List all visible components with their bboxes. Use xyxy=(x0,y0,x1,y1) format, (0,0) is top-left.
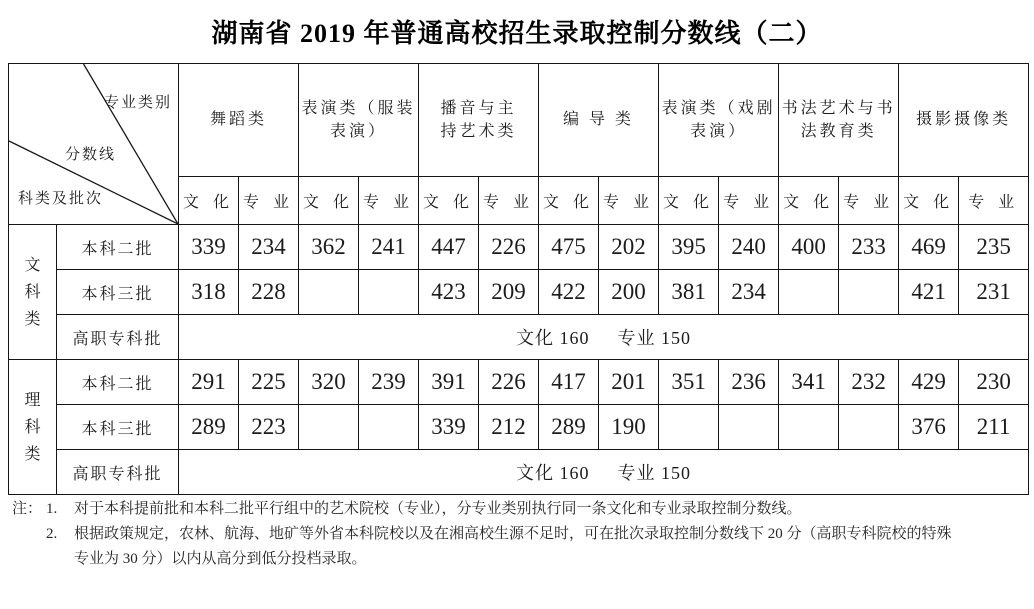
score-cell: 202 xyxy=(599,225,659,270)
score-cell: 339 xyxy=(179,225,239,270)
subheader-culture: 文 化 xyxy=(299,176,359,224)
batch-label: 高职专科批 xyxy=(57,315,179,360)
score-cell xyxy=(779,405,839,450)
subheader-major: 专 业 xyxy=(959,176,1029,224)
score-cell xyxy=(659,405,719,450)
subheader-culture: 文 化 xyxy=(539,176,599,224)
subheader-culture: 文 化 xyxy=(659,176,719,224)
subheader-major: 专 业 xyxy=(479,176,539,224)
score-cell: 447 xyxy=(419,225,479,270)
footnotes xyxy=(12,497,1026,572)
subheader-culture: 文 化 xyxy=(419,176,479,224)
score-cell xyxy=(359,270,419,315)
score-cell: 200 xyxy=(599,270,659,315)
score-cell: 289 xyxy=(539,405,599,450)
batch-label: 高职专科批 xyxy=(57,450,179,495)
subheader-major: 专 业 xyxy=(719,176,779,224)
score-cell: 241 xyxy=(359,225,419,270)
category-header-dance: 舞蹈类 xyxy=(179,64,299,177)
subheader-culture: 文 化 xyxy=(779,176,839,224)
score-cell: 395 xyxy=(659,225,719,270)
score-cell: 381 xyxy=(659,270,719,315)
category-header-performance-fashion: 表演类（服装 表演） xyxy=(299,64,419,177)
section-label-science: 理 科 类 xyxy=(9,360,57,495)
footnote-prefix: 注： xyxy=(12,501,43,517)
score-cell: 201 xyxy=(599,360,659,405)
category-header-broadcast-hosting: 播音与主 持艺术类 xyxy=(419,64,539,177)
score-cell: 234 xyxy=(239,225,299,270)
corner-label-subject-batch: 科类及批次 xyxy=(18,191,104,207)
score-cell: 376 xyxy=(899,405,959,450)
score-cell: 225 xyxy=(239,360,299,405)
score-cell: 475 xyxy=(539,225,599,270)
subheader-culture: 文 化 xyxy=(179,176,239,224)
subheader-major: 专 业 xyxy=(839,176,899,224)
category-header-directing: 编 导 类 xyxy=(539,64,659,177)
subheader-culture: 文 化 xyxy=(899,176,959,224)
score-cell: 212 xyxy=(479,405,539,450)
score-cell: 239 xyxy=(359,360,419,405)
footnote-number: 1. xyxy=(46,501,58,517)
footnote-text: 对于本科提前批和本科二批平行组中的艺术院校（专业），分专业类别执行同一条文化和专业录取控制分数线。 xyxy=(74,501,802,517)
score-cell: 362 xyxy=(299,225,359,270)
score-cell: 230 xyxy=(959,360,1029,405)
score-cell: 429 xyxy=(899,360,959,405)
score-cell: 318 xyxy=(179,270,239,315)
score-cell: 211 xyxy=(959,405,1029,450)
footnote-number: 2. xyxy=(46,526,58,542)
score-cell: 228 xyxy=(239,270,299,315)
corner-label-major-category: 专业类别 xyxy=(103,95,172,111)
page-title: 湖南省 2019 年普通高校招生录取控制分数线（二） xyxy=(211,19,823,48)
batch-label: 本科三批 xyxy=(57,405,179,450)
score-cell: 209 xyxy=(479,270,539,315)
subheader-major: 专 业 xyxy=(599,176,659,224)
score-cell: 226 xyxy=(479,225,539,270)
score-cell: 190 xyxy=(599,405,659,450)
batch-label: 本科二批 xyxy=(57,225,179,270)
score-cell: 240 xyxy=(719,225,779,270)
footnote-1 xyxy=(12,497,1026,522)
merged-score-cell: 文化 160 专业 150 xyxy=(179,450,1029,495)
score-cell xyxy=(719,405,779,450)
score-cell xyxy=(359,405,419,450)
score-cell: 341 xyxy=(779,360,839,405)
score-cell: 422 xyxy=(539,270,599,315)
footnote-text: 根据政策规定，农林、航海、地矿等外省本科院校以及在湘高校生源不足时，可在批次录取控制分数线下 20 分（高职专科院校的特殊专业为 30 分）以内从高分到低分投档录取。 xyxy=(74,526,952,567)
score-cell: 339 xyxy=(419,405,479,450)
score-cell: 421 xyxy=(899,270,959,315)
score-cell xyxy=(839,405,899,450)
subheader-major: 专 业 xyxy=(239,176,299,224)
score-cell xyxy=(299,405,359,450)
corner-label-score-line: 分数线 xyxy=(65,147,117,163)
score-cell: 231 xyxy=(959,270,1029,315)
score-cell xyxy=(779,270,839,315)
score-cell: 400 xyxy=(779,225,839,270)
batch-label: 本科二批 xyxy=(57,360,179,405)
batch-label: 本科三批 xyxy=(57,270,179,315)
corner-header-cell xyxy=(9,64,179,225)
score-cell: 233 xyxy=(839,225,899,270)
category-header-performance-drama: 表演类（戏剧 表演） xyxy=(659,64,779,177)
score-cell: 234 xyxy=(719,270,779,315)
merged-score-cell: 文化 160 专业 150 xyxy=(179,315,1029,360)
score-cell: 351 xyxy=(659,360,719,405)
score-cell: 320 xyxy=(299,360,359,405)
score-table xyxy=(8,63,1029,495)
category-header-photography: 摄影摄像类 xyxy=(899,64,1029,177)
score-cell xyxy=(839,270,899,315)
score-cell: 226 xyxy=(479,360,539,405)
score-cell: 236 xyxy=(719,360,779,405)
score-cell: 417 xyxy=(539,360,599,405)
section-label-liberal-arts: 文 科 类 xyxy=(9,225,57,360)
diagonal-corner xyxy=(9,64,178,224)
score-cell: 391 xyxy=(419,360,479,405)
score-cell: 469 xyxy=(899,225,959,270)
score-cell: 423 xyxy=(419,270,479,315)
footnote-2 xyxy=(12,522,1026,572)
score-cell: 223 xyxy=(239,405,299,450)
score-cell: 289 xyxy=(179,405,239,450)
score-cell: 232 xyxy=(839,360,899,405)
category-header-calligraphy: 书法艺术与书 法教育类 xyxy=(779,64,899,177)
score-cell: 235 xyxy=(959,225,1029,270)
subheader-major: 专 业 xyxy=(359,176,419,224)
score-cell xyxy=(299,270,359,315)
score-cell: 291 xyxy=(179,360,239,405)
